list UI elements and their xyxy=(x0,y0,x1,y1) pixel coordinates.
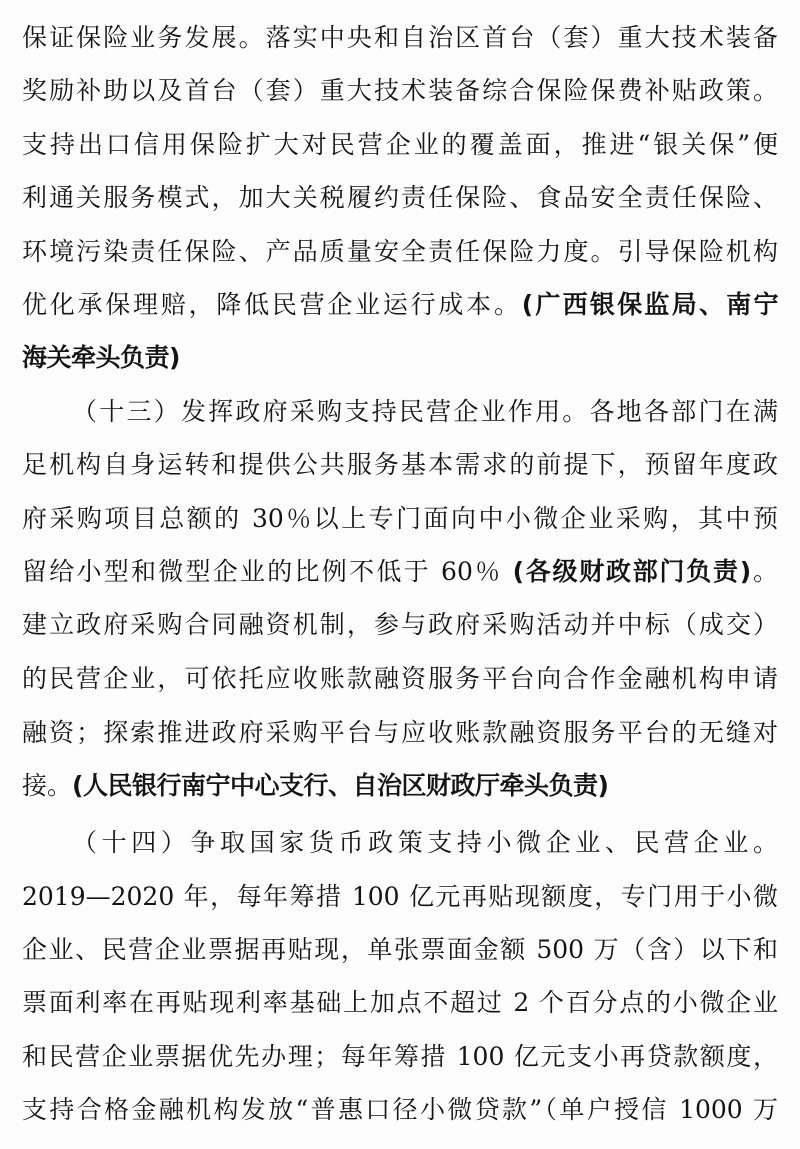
text-line xyxy=(22,445,778,485)
text-line xyxy=(22,1037,778,1077)
text-line xyxy=(22,552,778,592)
text-line xyxy=(22,499,778,539)
text-segment: 接。 xyxy=(22,771,73,800)
text-segment: 票面利率在再贴现利率基础上加点不超过 2 个百分点的小微企业 xyxy=(22,988,778,1017)
text-segment: 2019—2020 年，每年筹措 100 亿元再贴现额度，专门用于小微 xyxy=(22,882,778,911)
section-heading-14 xyxy=(72,823,778,863)
responsible-party: (广西银保监局、南宁 xyxy=(521,290,778,319)
text-line xyxy=(22,178,778,218)
text-segment: 的民营企业，可依托应收账款融资服务平台向合作金融机构申请 xyxy=(22,664,778,693)
text-line xyxy=(22,338,778,378)
text-line xyxy=(22,877,778,917)
text-segment: 优化承保理赔，降低民营企业运行成本。 xyxy=(22,290,522,319)
text-segment: 利通关服务模式，加大关税履约责任保险、食品安全责任保险、 xyxy=(22,183,778,212)
text-segment: 环境污染责任保险、产品质量安全责任保险力度。引导保险机构 xyxy=(22,237,778,266)
text-segment: 融资；探索推进政府采购平台与应收账款融资服务平台的无缝对 xyxy=(22,718,778,747)
text-segment: 和民营企业票据优先办理；每年筹措 100 亿元支小再贷款额度， xyxy=(22,1042,778,1071)
text-segment: 奖励补助以及首台（套）重大技术装备综合保险保费补贴政策。 xyxy=(22,76,778,105)
text-line xyxy=(22,285,778,325)
text-segment: 留给小型和微型企业的比例不低于 60％ xyxy=(22,557,513,586)
text-line xyxy=(22,125,778,165)
text-segment: 。 xyxy=(750,557,778,586)
responsible-party: (人民银行南宁中心支行、自治区财政厅牵头负责) xyxy=(72,771,609,800)
text-segment: 支持出口信用保险扩大对民营企业的覆盖面，推进“银关保”便 xyxy=(22,130,778,159)
text-line xyxy=(22,18,778,58)
text-segment: 府采购项目总额的 30％以上专门面向中小微企业采购，其中预 xyxy=(22,504,778,533)
text-segment: 企业、民营企业票据再贴现，单张票面金额 500 万（含）以下和 xyxy=(22,935,778,964)
text-segment: 足机构自身运转和提供公共服务基本需求的前提下，预留年度政 xyxy=(22,450,778,479)
text-line xyxy=(22,766,778,806)
text-line xyxy=(22,713,778,753)
responsible-party: 海关牵头负责) xyxy=(22,343,180,372)
text-line xyxy=(22,605,778,645)
text-segment: 保证保险业务发展。落实中央和自治区首台（套）重大技术装备 xyxy=(22,23,778,52)
responsible-party: (各级财政部门负责) xyxy=(512,557,751,586)
text-line xyxy=(22,71,778,111)
text-line xyxy=(22,930,778,970)
text-segment: 建立政府采购合同融资机制，参与政府采购活动并中标（成交） xyxy=(22,610,778,639)
text-line xyxy=(22,659,778,699)
text-segment: （十三）发挥政府采购支持民营企业作用。各地各部门在满 xyxy=(72,397,778,426)
text-segment: （十四）争取国家货币政策支持小微企业、民营企业。 xyxy=(72,828,778,857)
text-line xyxy=(22,232,778,272)
text-line xyxy=(22,983,778,1023)
text-line xyxy=(22,1090,778,1130)
text-segment: 支持合格金融机构发放“普惠口径小微贷款”（单户授信 1000 万 xyxy=(22,1095,778,1124)
section-heading-13 xyxy=(72,392,778,432)
